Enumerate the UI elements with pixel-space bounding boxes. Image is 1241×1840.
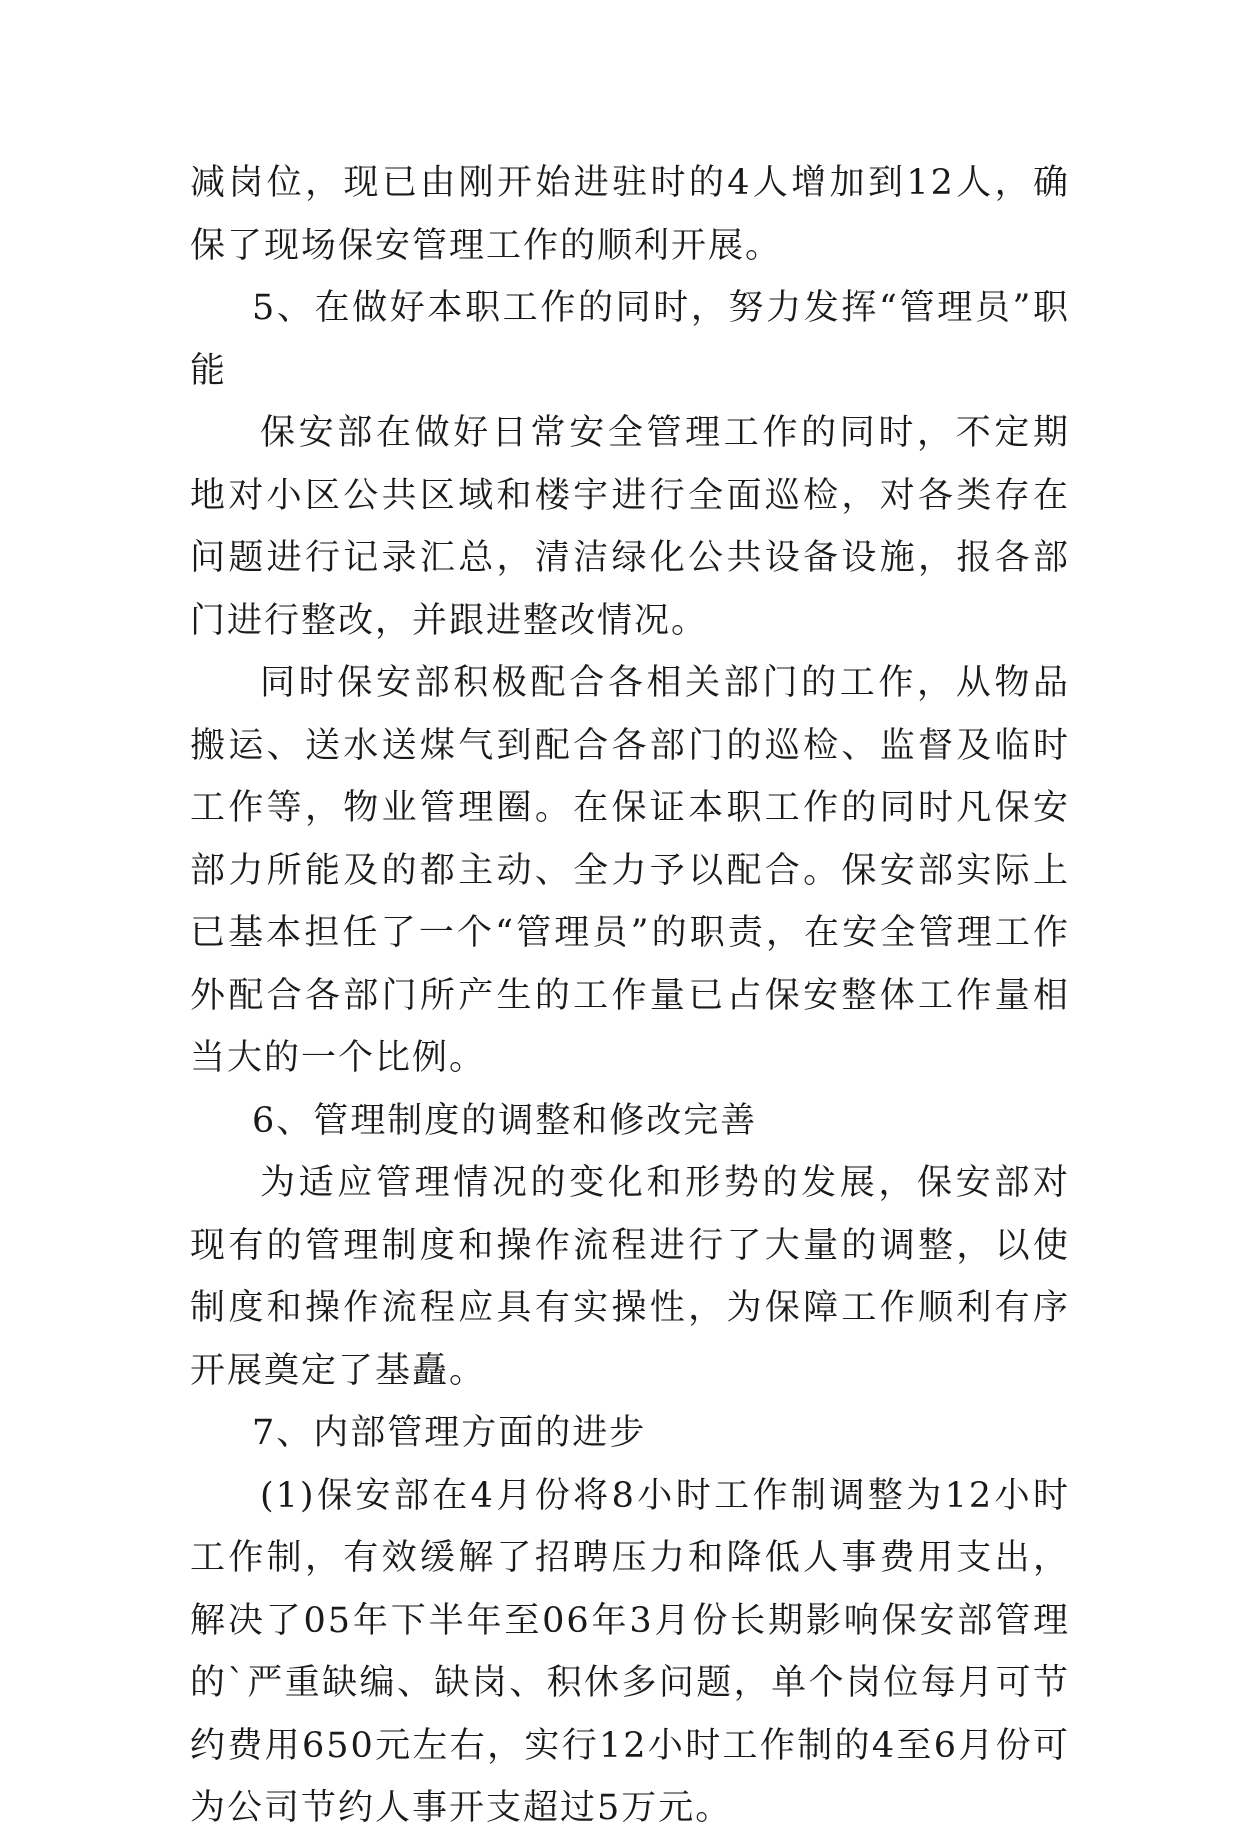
section-heading-7: 7、内部管理方面的进步 [252,1413,647,1453]
paragraph-continuation: 减岗位，现已由刚开始进驻时的4人增加到12人，确保了现场保安管理工作的顺利开展。 [190,163,1070,266]
paragraph-cooperation: 同时保安部积极配合各相关部门的工作，从物品搬运、送水送煤气到配合各部门的巡检、监督及临时工作等，物业管理圈。在保证本职工作的同时凡保安部力所能及的都主动、全力予以配合。保安部实际上已基本担任了一个“管理员”的职责，在安全管理工作外配合各部门所产生的工作量已占保安整体工作量相当大的一个比例。 [190,663,1070,1078]
document-body [190,152,1070,1840]
paragraph-work-schedule: (1)保安部在4月份将8小时工作制调整为12小时工作制，有效缓解了招聘压力和降低人事费用支出，解决了05年下半年至06年3月份长期影响保安部管理的`严重缺编、缺岗、积休多问题，单个岗位每月可节约费用650元左右，实行12小时工作制的4至6月份可为公司节约人事开支超过5万元。 [190,1475,1070,1828]
section-heading-5: 5、在做好本职工作的同时，努力发挥“管理员”职能 [190,288,1070,391]
paragraph-regulations: 为适应管理情况的变化和形势的发展，保安部对现有的管理制度和操作流程进行了大量的调整，以使制度和操作流程应具有实操性，为保障工作顺利有序开展奠定了基矗。 [190,1163,1070,1391]
paragraph-inspection: 保安部在做好日常安全管理工作的同时，不定期地对小区公共区域和楼宇进行全面巡检，对各类存在问题进行记录汇总，清洁绿化公共设备设施，报各部门进行整改，并跟进整改情况。 [190,413,1070,641]
section-heading-6: 6、管理制度的调整和修改完善 [252,1100,758,1141]
